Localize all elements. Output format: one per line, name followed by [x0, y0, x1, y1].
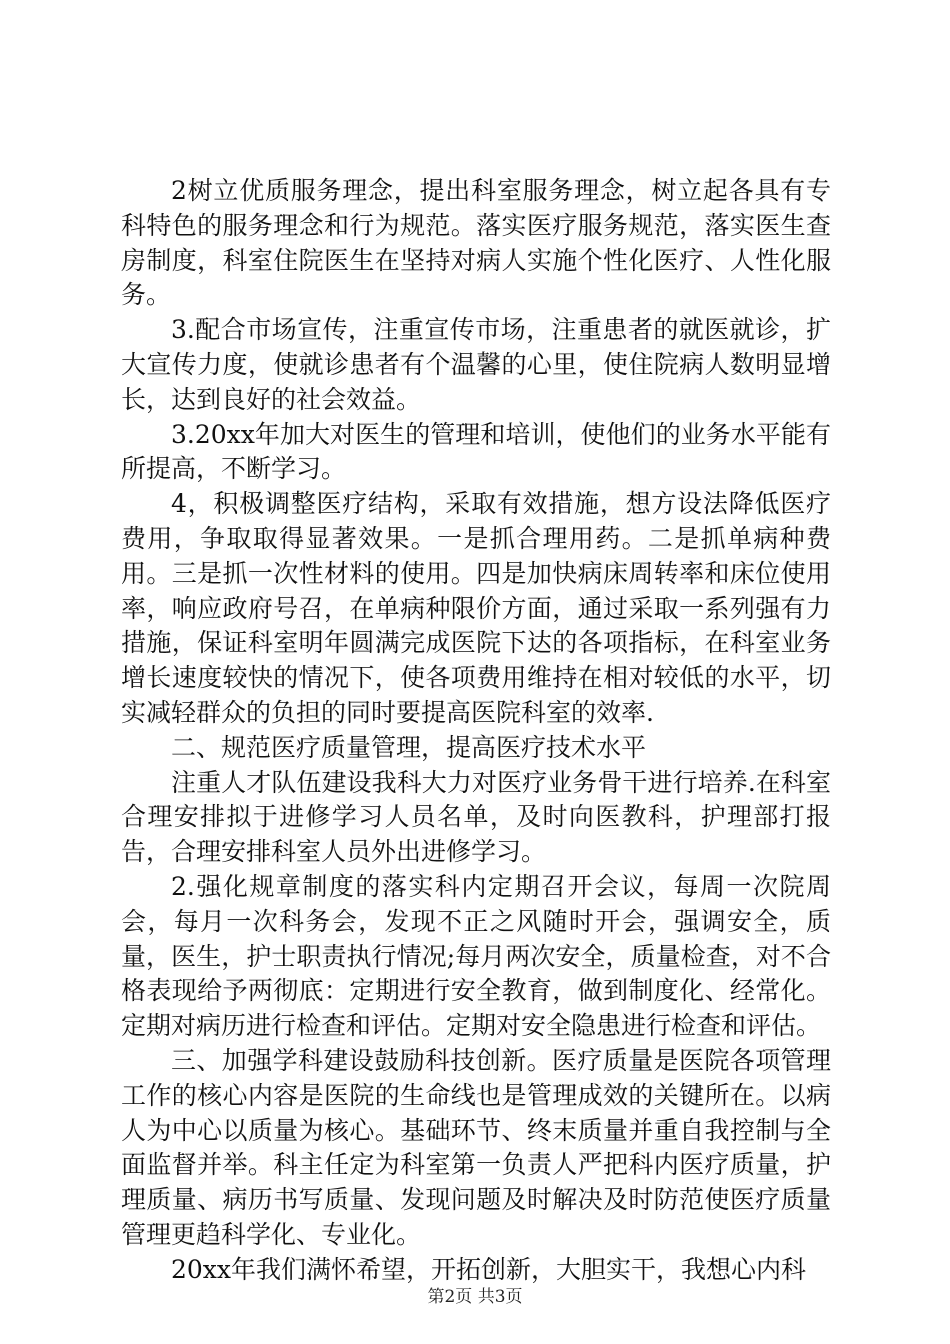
- paragraph-outlook: 20xx年我们满怀希望，开拓创新，大胆实干，我想心内科: [171, 1254, 807, 1284]
- paragraph-rules-implementation: 2.强化规章制度的落实科内定期召开会议，每周一次院周会，每月一次科务会，发现不正之风随时开会，强调安全，质量，医生，护士职责执行情况;每月两次安全，质量检查，对不合格表现给予两彻底：定期进行安全教育，做到制度化、经常化。定期对病历进行检查和评估。定期对安全隐患进行检查和评估。: [121, 871, 831, 1041]
- section-heading-quality-management: 二、规范医疗质量管理，提高医疗技术水平: [171, 732, 647, 762]
- paragraph-discipline-building: 三、加强学科建设鼓励科技创新。医疗质量是医院各项管理工作的核心内容是医院的生命线也是管理成效的关键所在。以病人为中心以质量为核心。基础环节、终末质量并重自我控制与全面监督并举。科主任定为科室第一负责人严把科内医疗质量，护理质量、病历书写质量、发现问题及时解决及时防范使医疗质量管理更趋科学化、专业化。: [121, 1045, 831, 1249]
- paragraph-market-promotion: 3.配合市场宣传，注重宣传市场，注重患者的就医就诊，扩大宣传力度，使就诊患者有个温馨的心里，使住院病人数明显增长，达到良好的社会效益。: [121, 315, 831, 414]
- paragraph-talent-team: 注重人才队伍建设我科大力对医疗业务骨干进行培养.在科室合理安排拟于进修学习人员名单，及时向医教科，护理部打报告，合理安排科室人员外出进修学习。: [121, 767, 831, 867]
- paragraph-doctor-training: 3.20xx年加大对医生的管理和培训，使他们的业务水平能有所提高，不断学习。: [121, 419, 831, 484]
- paragraph-medical-structure: 4，积极调整医疗结构，采取有效措施，想方设法降低医疗费用，争取取得显著效果。一是抓合理用药。二是抓单病种费用。三是抓一次性材料的使用。四是加快病床周转率和床位使用率，响应政府号召，在单病种限价方面，通过采取一系列强有力措施，保证科室明年圆满完成医院下达的各项指标，在科室业务增长速度较快的情况下，使各项费用维持在相对较低的水平，切实减轻群众的负担的同时要提高医院科室的效率.: [121, 489, 831, 727]
- document-body: [121, 174, 831, 1288]
- paragraph-service-concept: 2树立优质服务理念，提出科室服务理念，树立起各具有专科特色的服务理念和行为规范。落实医疗服务规范，落实医生查房制度，科室住院医生在坚持对病人实施个性化医疗、人性化服务。: [121, 176, 831, 310]
- page-number-footer: 第2页 共3页: [427, 1287, 523, 1307]
